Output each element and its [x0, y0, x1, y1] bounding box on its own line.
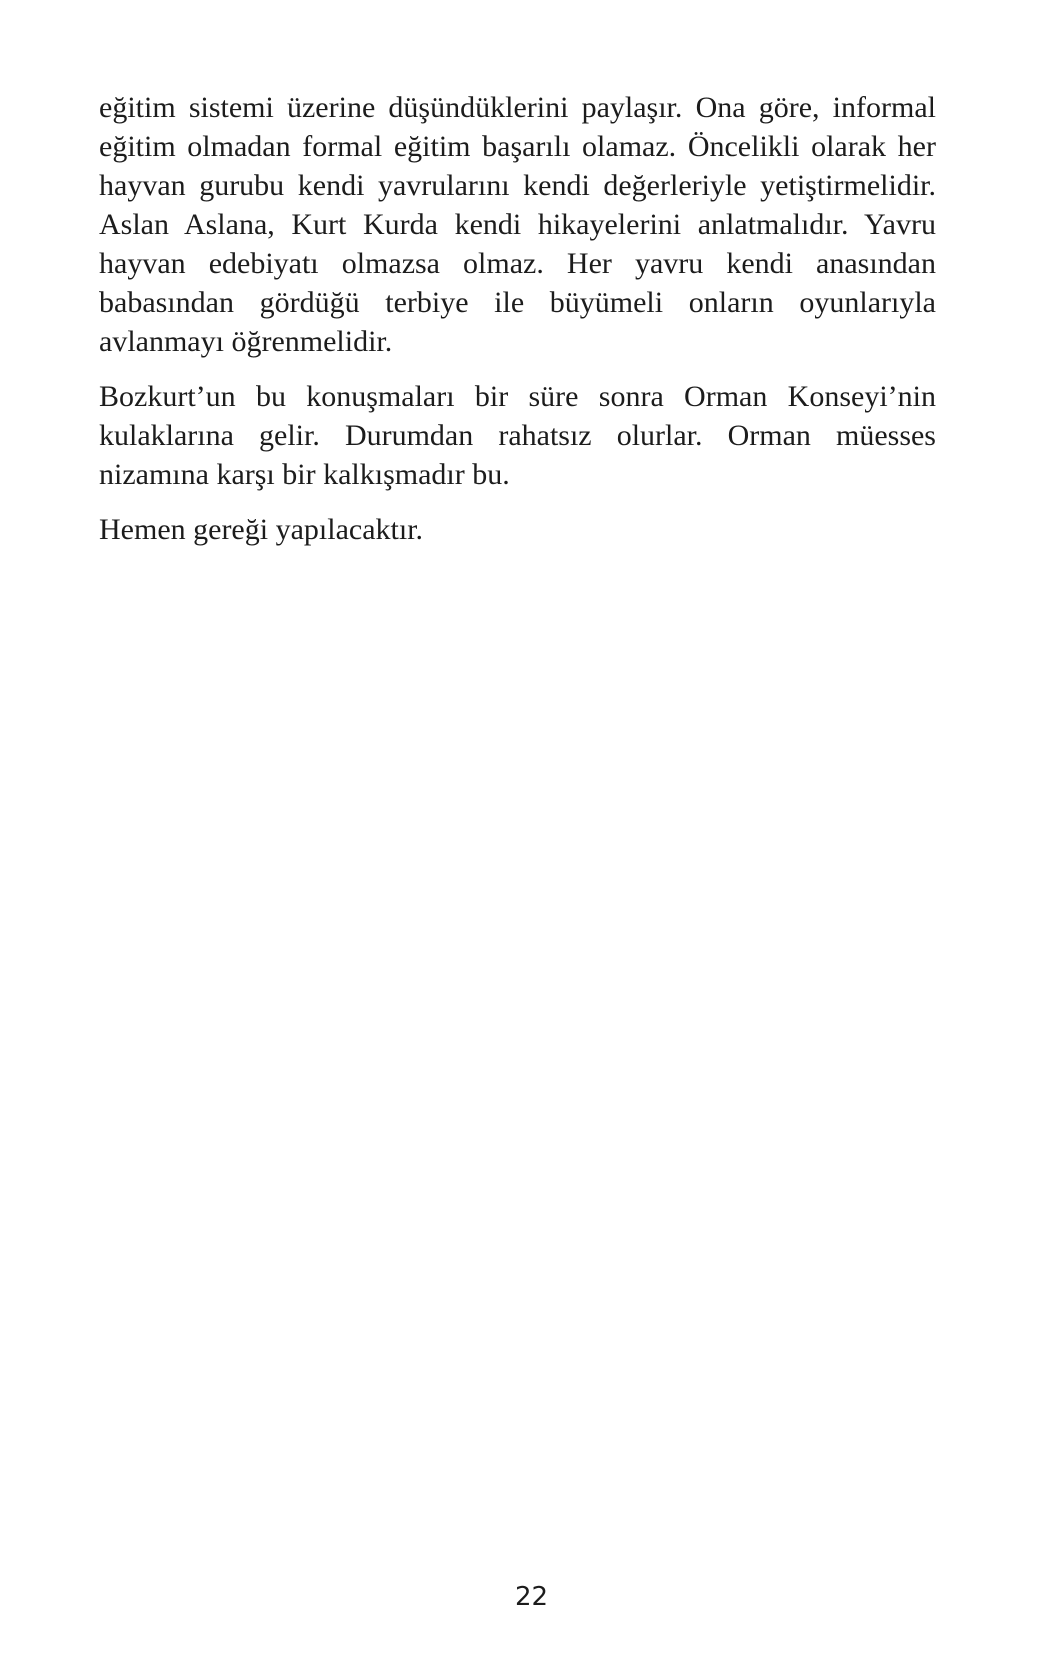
- paragraph-1: eğitim sistemi üzerine düşündüklerini paylaşır. Ona göre, informal eğitim olmadan formal eğitim başarılı olamaz. Öncelikli olarak her hayvan gurubu kendi yavrularını kendi değerleriyle yetiştirmelidir. Aslan Aslana, Kurt Kurda kendi hikayelerini anlatmalıdır. Yavru hayvan edebiyatı olmazsa olmaz. Her yavru kendi anasından babasından gördüğü terbiye ile büyümeli onların oyunlarıyla avlanmayı öğrenmelidir.: [99, 91, 936, 358]
- page-number: 22: [514, 1582, 549, 1612]
- paragraph-2: Bozkurt’un bu konuşmaları bir süre sonra Orman Konseyi’nin kulaklarına gelir. Durumdan rahatsız olurlar. Orman müesses nizamına karşı bir kalkışmadır bu.: [99, 380, 936, 491]
- paragraph-3: Hemen gereği yapılacaktır.: [99, 513, 424, 546]
- body-text: [99, 88, 936, 565]
